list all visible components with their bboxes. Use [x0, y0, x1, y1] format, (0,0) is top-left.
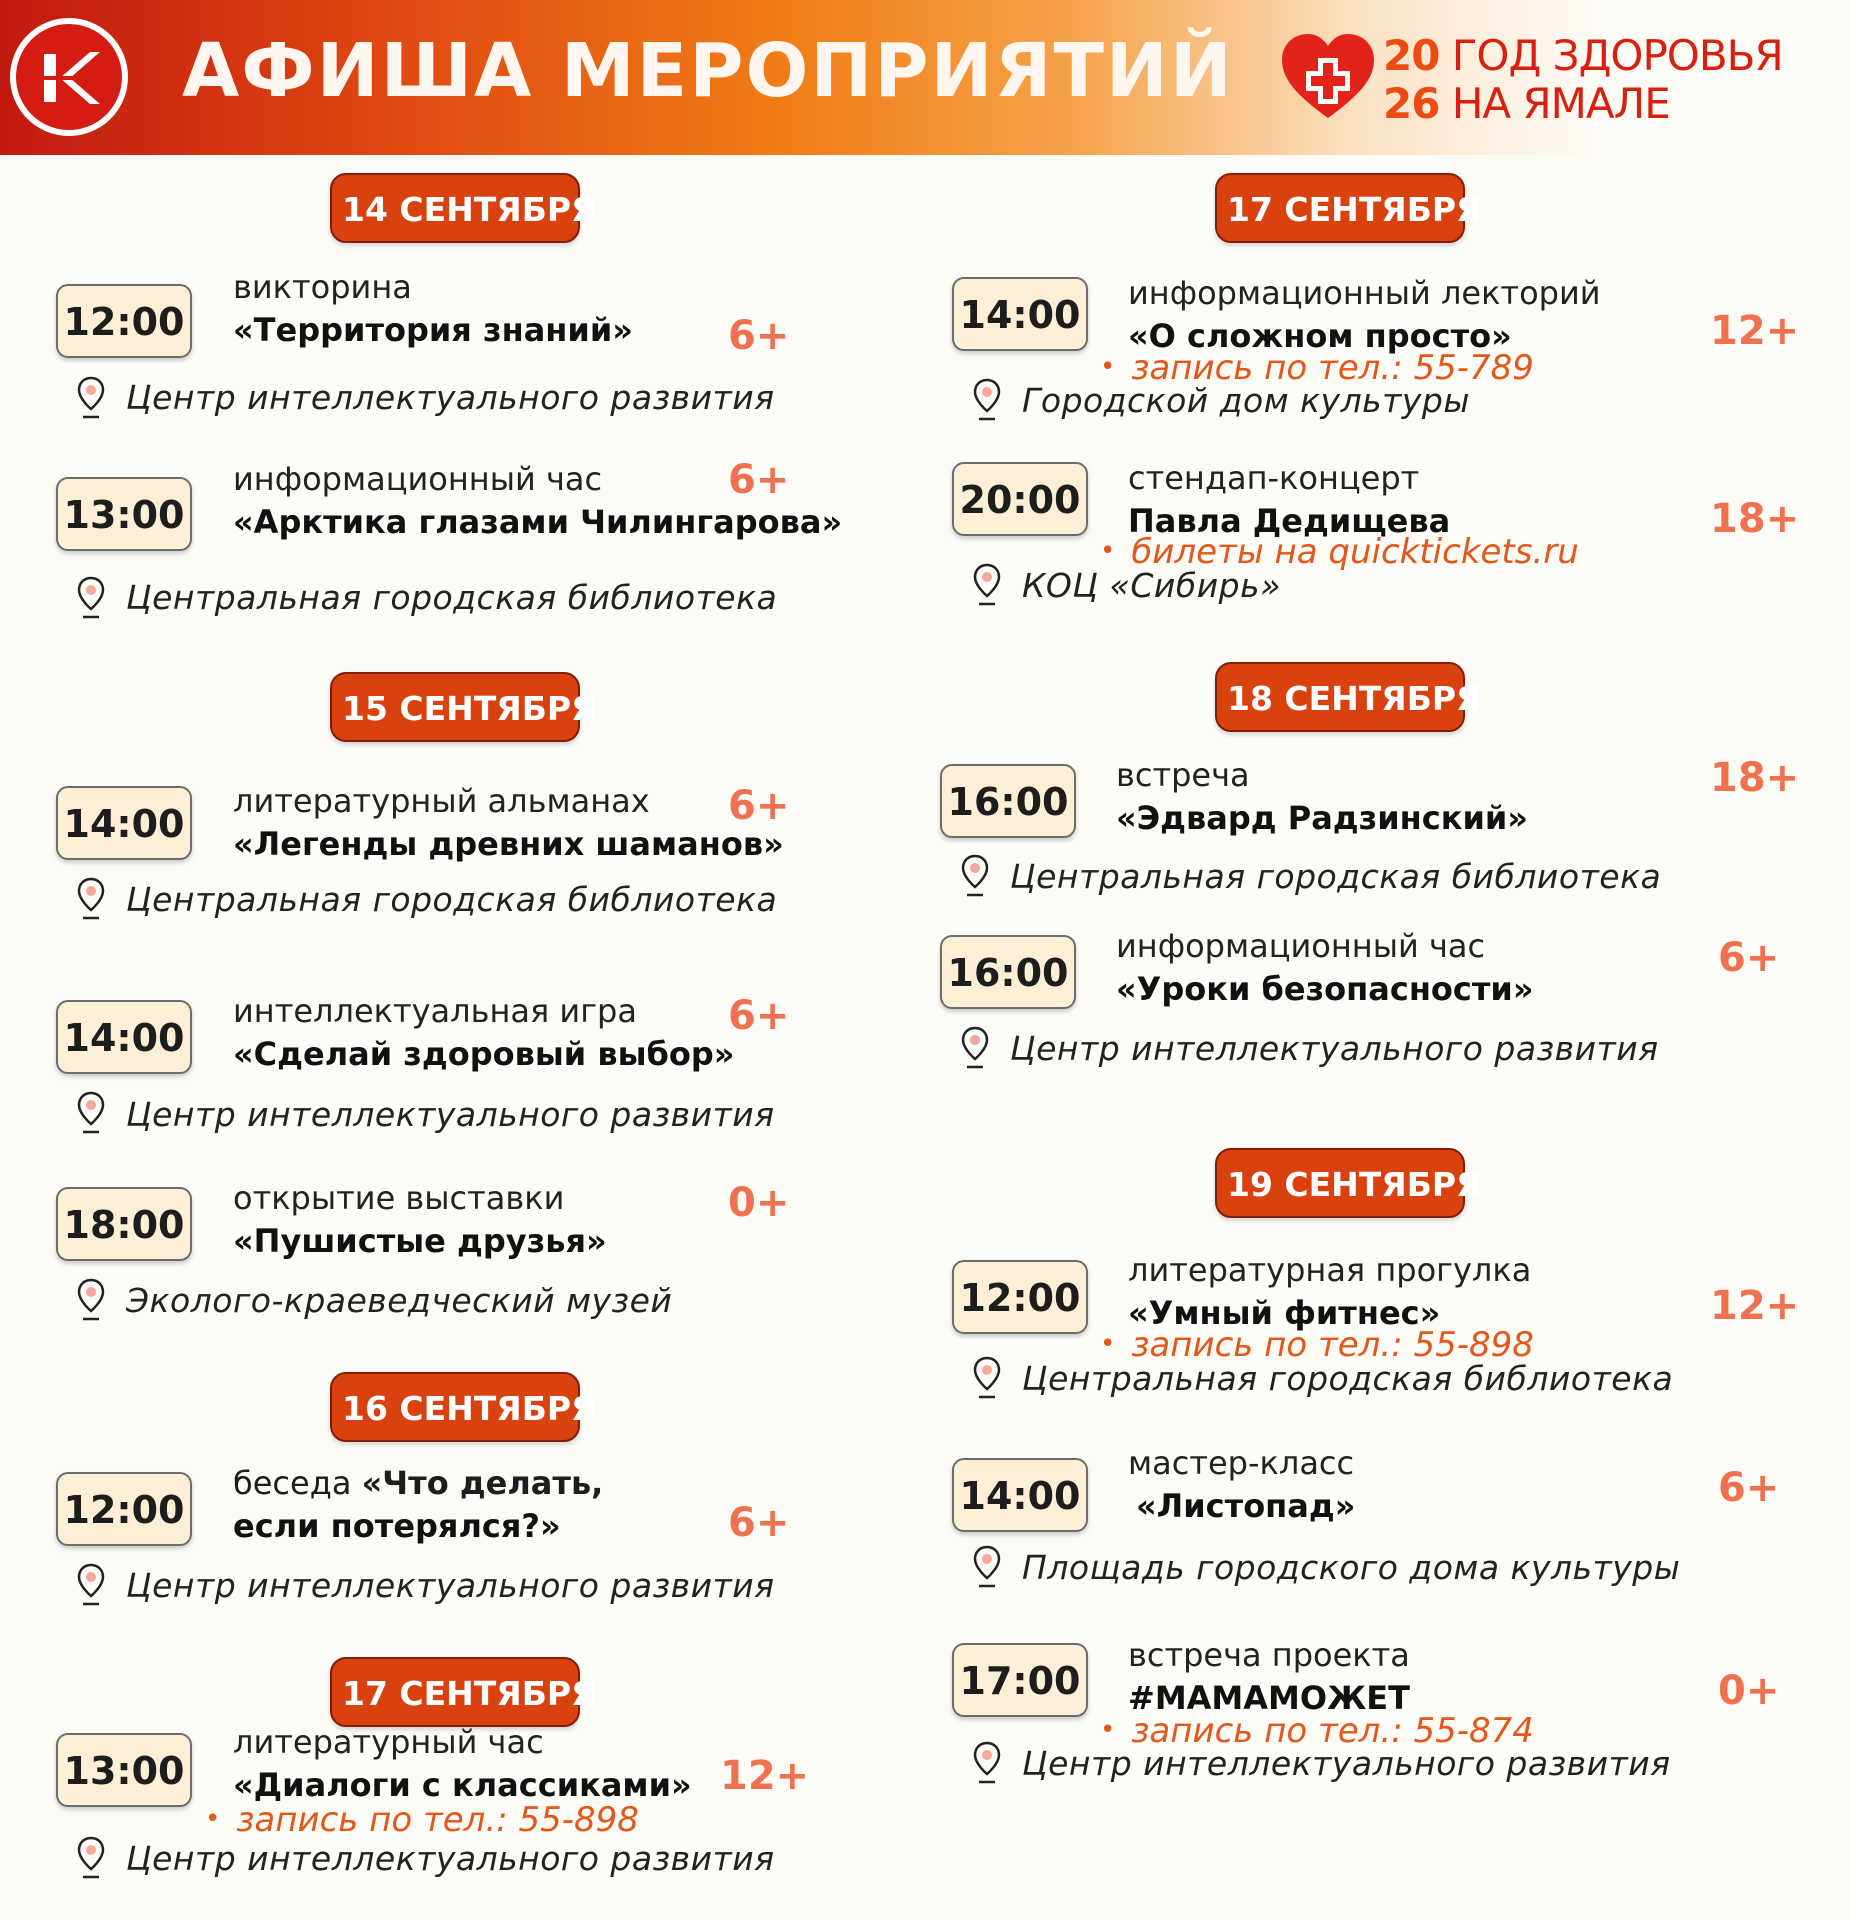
event-time: 16:00	[940, 935, 1076, 1009]
event-location: Центральная городская библиотека	[1010, 857, 1662, 896]
event-type: интеллектуальная игра	[233, 992, 637, 1030]
event-title: «Арктика глазами Чилингарова»	[233, 503, 843, 541]
note-text: билеты на quicktickets.ru	[1131, 532, 1579, 572]
event-location: КОЦ «Сибирь»	[1022, 566, 1281, 605]
map-pin-icon	[960, 853, 990, 899]
event-location: Городской дом культуры	[1022, 381, 1470, 420]
event-type: информационный час	[233, 460, 603, 498]
event-title: #МАМАМОЖЕТ	[1128, 1679, 1410, 1717]
event-location: Центр интеллектуального развития	[126, 1839, 775, 1878]
event-location: Центральная городская библиотека	[1022, 1359, 1674, 1398]
org-logo	[10, 18, 128, 136]
age-rating: 18+	[1710, 755, 1800, 801]
note-text: запись по тел.: 55-898	[236, 1800, 639, 1840]
heart-plus-icon	[1278, 28, 1378, 124]
map-pin-icon	[972, 1544, 1002, 1590]
event-title: «Эдвард Радзинский»	[1116, 799, 1528, 837]
event-type: встреча	[1116, 756, 1250, 794]
event-title: «Уроки безопасности»	[1116, 970, 1534, 1008]
event-time: 14:00	[56, 1000, 192, 1074]
map-pin-icon	[972, 1355, 1002, 1401]
age-rating: 6+	[1718, 1465, 1780, 1511]
bullet-dot-icon: •	[1100, 536, 1116, 566]
event-type: мастер-класс	[1128, 1444, 1355, 1482]
event-type: встреча проекта	[1128, 1636, 1410, 1674]
event-title: «Листопад»	[1136, 1487, 1356, 1525]
date-header: 18 СЕНТЯБРЯ	[1215, 662, 1465, 732]
date-header: 14 СЕНТЯБРЯ	[330, 173, 580, 243]
event-type: информационный лекторий	[1128, 274, 1601, 312]
event-time: 13:00	[56, 477, 192, 551]
event-location: Центр интеллектуального развития	[126, 378, 775, 417]
header-banner	[0, 0, 1850, 155]
age-rating: 6+	[728, 1500, 790, 1546]
event-time: 20:00	[952, 462, 1088, 536]
badge-year-top: 20	[1383, 31, 1440, 80]
logo-k-icon	[16, 24, 122, 130]
age-rating: 6+	[728, 993, 790, 1039]
age-rating: 12+	[720, 1753, 810, 1799]
age-rating: 6+	[728, 783, 790, 829]
note-text: запись по тел.: 55-789	[1131, 348, 1534, 388]
map-pin-icon	[972, 562, 1002, 608]
event-type: литературная прогулка	[1128, 1251, 1532, 1289]
event-time: 12:00	[56, 1472, 192, 1546]
bullet-dot-icon: •	[1100, 1715, 1116, 1745]
age-rating: 0+	[1718, 1668, 1780, 1714]
event-time: 16:00	[940, 764, 1076, 838]
date-header: 15 СЕНТЯБРЯ	[330, 672, 580, 742]
event-time: 14:00	[952, 1458, 1088, 1532]
bullet-dot-icon: •	[205, 1804, 221, 1834]
event-time: 14:00	[56, 786, 192, 860]
map-pin-icon	[76, 575, 106, 621]
event-location: Центр интеллектуального развития	[1022, 1744, 1671, 1783]
map-pin-icon	[972, 1740, 1002, 1786]
event-title-part2: если потерялся?»	[233, 1507, 561, 1545]
event-time: 17:00	[952, 1643, 1088, 1717]
date-header: 19 СЕНТЯБРЯ	[1215, 1148, 1465, 1218]
event-time: 12:00	[952, 1260, 1088, 1334]
age-rating: 6+	[1718, 935, 1780, 981]
date-header: 17 СЕНТЯБРЯ	[330, 1657, 580, 1727]
event-title: «Легенды древних шаманов»	[233, 825, 784, 863]
age-rating: 6+	[728, 313, 790, 359]
age-rating: 6+	[728, 457, 790, 503]
event-title-line1	[233, 1464, 603, 1502]
event-title: «Сделай здоровый выбор»	[233, 1035, 735, 1073]
event-location: Центральная городская библиотека	[126, 578, 778, 617]
map-pin-icon	[960, 1025, 990, 1071]
event-type: информационный час	[1116, 927, 1486, 965]
event-title-part1: «Что делать,	[361, 1464, 604, 1502]
map-pin-icon	[76, 1277, 106, 1323]
map-pin-icon	[76, 1562, 106, 1608]
age-rating: 18+	[1710, 496, 1800, 542]
event-time: 13:00	[56, 1733, 192, 1807]
note-text: запись по тел.: 55-898	[1131, 1325, 1534, 1365]
event-location: Центр интеллектуального развития	[1010, 1029, 1659, 1068]
event-type: открытие выставки	[233, 1179, 565, 1217]
map-pin-icon	[76, 876, 106, 922]
page-title: АФИША МЕРОПРИЯТИЙ	[182, 28, 1234, 114]
event-title: «Территория знаний»	[233, 311, 633, 349]
map-pin-icon	[76, 1090, 106, 1136]
date-header: 16 СЕНТЯБРЯ	[330, 1372, 580, 1442]
event-type: литературный час	[233, 1723, 544, 1761]
badge-line1: ГОД ЗДОРОВЬЯ	[1451, 31, 1783, 80]
registration-note	[205, 1800, 639, 1840]
event-location: Центральная городская библиотека	[126, 880, 778, 919]
age-rating: 12+	[1710, 308, 1800, 354]
event-type: стендап-концерт	[1128, 459, 1420, 497]
badge-year-bottom: 26	[1383, 79, 1440, 128]
event-title: Павла Дедищева	[1128, 502, 1451, 540]
map-pin-icon	[76, 1835, 106, 1881]
event-title: «О сложном просто»	[1128, 317, 1512, 355]
date-header: 17 СЕНТЯБРЯ	[1215, 173, 1465, 243]
event-type: викторина	[233, 268, 412, 306]
badge-line2: НА ЯМАЛЕ	[1451, 79, 1670, 128]
age-rating: 12+	[1710, 1283, 1800, 1329]
event-location: Площадь городского дома культуры	[1022, 1548, 1681, 1587]
event-location: Центр интеллектуального развития	[126, 1095, 775, 1134]
event-type: беседа	[233, 1464, 352, 1502]
bullet-dot-icon: •	[1100, 352, 1116, 382]
event-title: «Пушистые друзья»	[233, 1222, 607, 1260]
badge-text	[1383, 32, 1783, 128]
event-title: «Диалоги с классиками»	[233, 1766, 692, 1804]
event-time: 12:00	[56, 284, 192, 358]
event-title: «Умный фитнес»	[1128, 1294, 1441, 1332]
event-location: Эколого-краеведческий музей	[126, 1281, 673, 1320]
event-type: литературный альманах	[233, 782, 650, 820]
event-location: Центр интеллектуального развития	[126, 1566, 775, 1605]
note-text: запись по тел.: 55-874	[1131, 1711, 1534, 1751]
event-time: 14:00	[952, 277, 1088, 351]
age-rating: 0+	[728, 1180, 790, 1226]
event-time: 18:00	[56, 1187, 192, 1261]
map-pin-icon	[76, 375, 106, 421]
bullet-dot-icon: •	[1100, 1329, 1116, 1359]
map-pin-icon	[972, 377, 1002, 423]
